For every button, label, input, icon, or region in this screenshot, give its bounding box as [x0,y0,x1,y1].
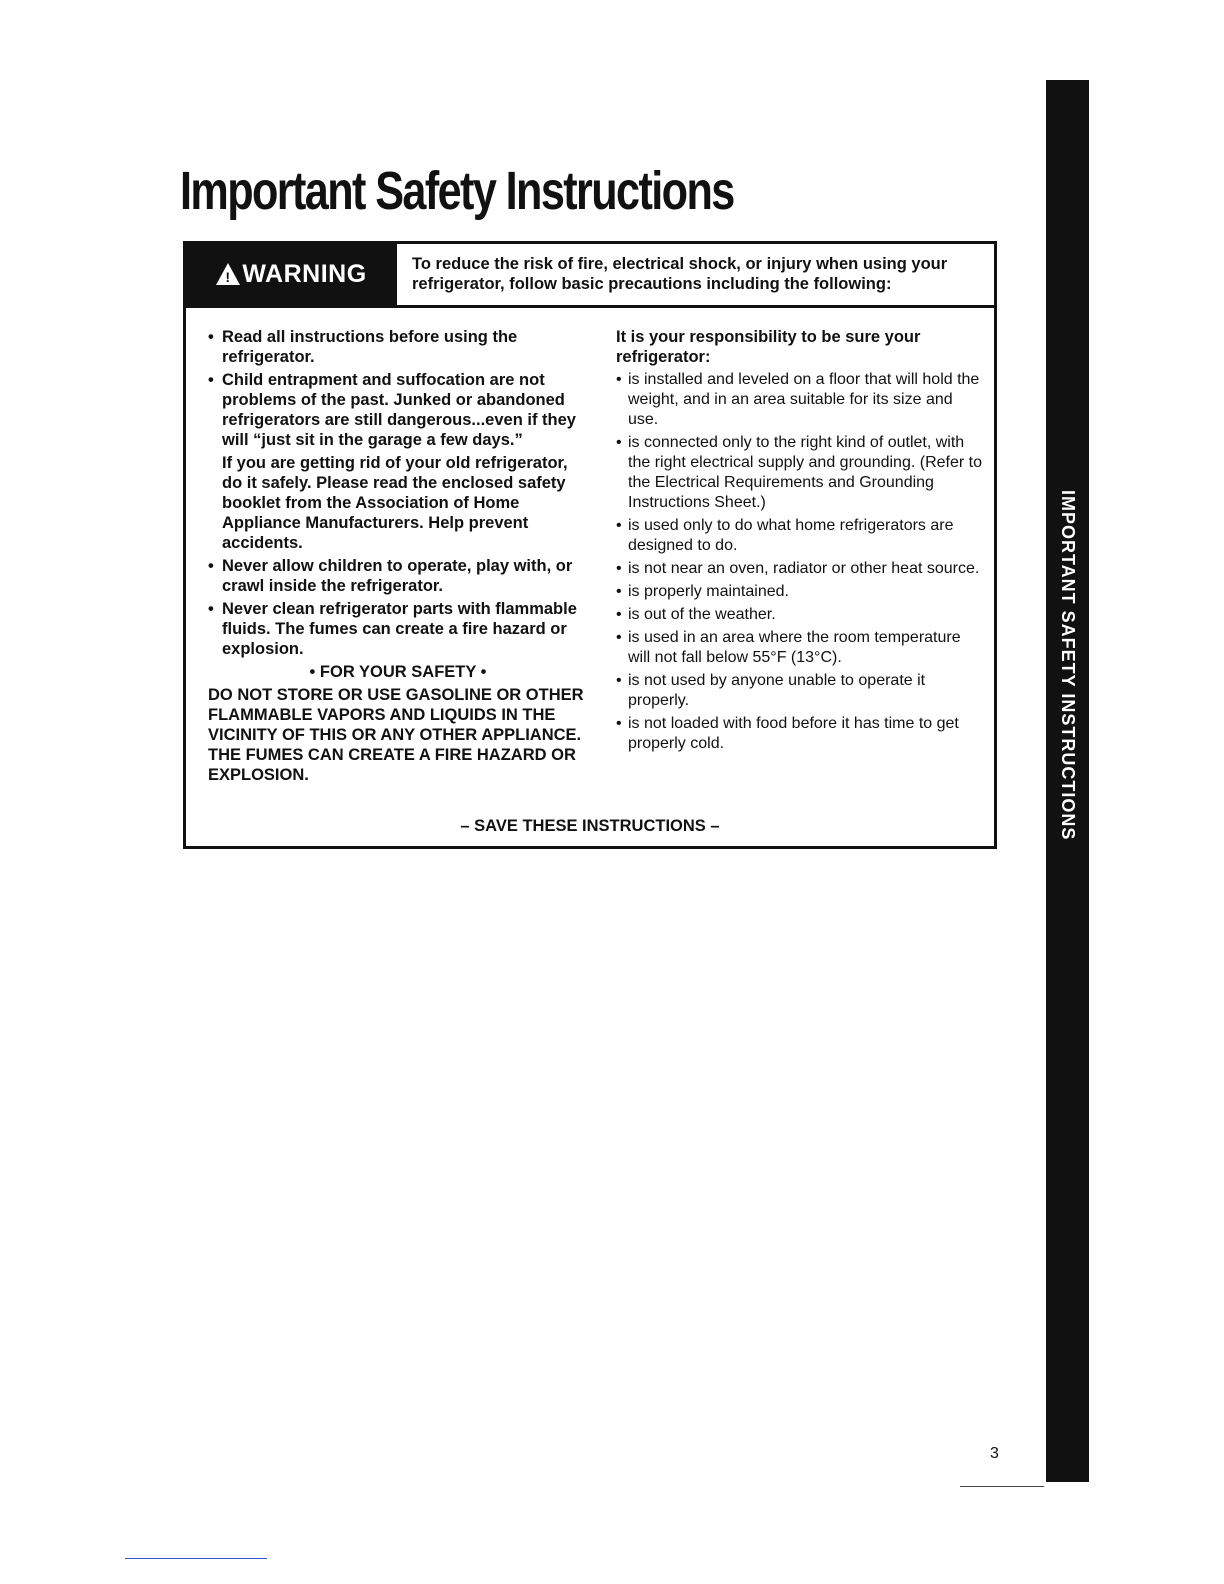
list-item-subtext: If you are getting rid of your old refrigerator, do it safely. Please read the enclosed safety booklet from the Association of Home Appliance Manufacturers. Help prevent accidents. [222,454,568,552]
list-item: • is not used by anyone unable to operate it properly. [616,671,986,711]
right-column [616,327,986,757]
left-column [208,327,588,785]
list-item: • is out of the weather. [616,605,986,625]
safety-heading: • FOR YOUR SAFETY • [309,663,487,681]
list-item: • Never allow children to operate, play with, or crawl inside the refrigerator. [208,556,588,596]
warning-header [186,244,994,308]
responsibility-heading: It is your responsibility to be sure your refrigerator: [616,328,921,366]
side-section-tab [1046,80,1089,1482]
warning-label: WARNING [242,260,367,288]
list-item: • is used only to do what home refrigerators are designed to do. [616,516,986,556]
list-item: • is not near an oven, radiator or other heat source. [616,559,986,579]
warning-badge [186,244,397,305]
list-item: • is installed and leveled on a floor that will hold the weight, and in an area suitable for its size and use. [616,370,986,430]
warning-triangle-icon [216,263,240,285]
list-item: • Child entrapment and suffocation are not problems of the past. Junked or abandoned refrigerators are still dangerous...even if they will “just sit in the garage a few days.” [208,370,588,450]
list-item: • is not loaded with food before it has time to get properly cold. [616,714,986,754]
page-number: 3 [990,1445,999,1462]
warning-box [183,241,997,849]
list-item: • Read all instructions before using the refrigerator. [208,327,588,367]
list-item: • is connected only to the right kind of outlet, with the right electrical supply and grounding. (Refer to the Electrical Requirements and Grounding Instructions Sheet.) [616,433,986,513]
divider [125,1558,267,1559]
list-item: • Never clean refrigerator parts with flammable fluids. The fumes can create a fire hazard or explosion. [208,599,588,659]
list-item: • is used in an area where the room temperature will not fall below 55°F (13°C). [616,628,986,668]
warning-lead-text: To reduce the risk of fire, electrical shock, or injury when using your refrigerator, follow basic precautions including the following: [412,255,948,293]
list-item: • is properly maintained. [616,582,986,602]
save-instructions-footer: – SAVE THESE INSTRUCTIONS – [460,817,720,835]
page-title: Important Safety Instructions [180,161,734,221]
side-tab-label: IMPORTANT SAFETY INSTRUCTIONS [1058,490,1078,841]
safety-warning-text: DO NOT STORE OR USE GASOLINE OR OTHER FLAMMABLE VAPORS AND LIQUIDS IN THE VICINITY OF THIS OR ANY OTHER APPLIANCE. THE FUMES CAN CREATE A FIRE HAZARD OR EXPLOSION. [208,686,584,784]
divider [960,1486,1044,1487]
